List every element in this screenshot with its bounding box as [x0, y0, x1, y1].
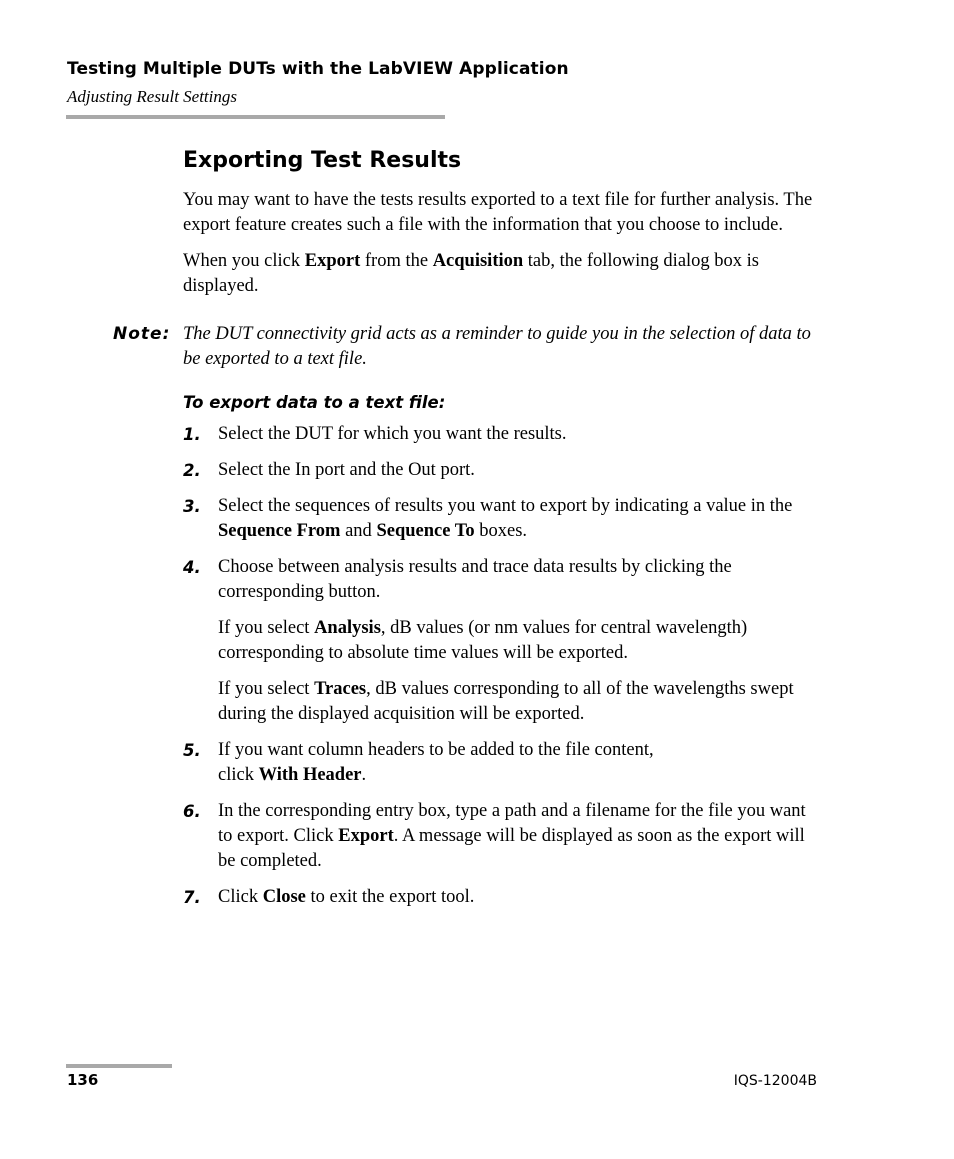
step-text: Choose between analysis results and trace data results by clicking the corresponding button.: [218, 557, 732, 602]
step-5: [183, 738, 823, 788]
step-text: Select the DUT for which you want the results.: [218, 424, 567, 444]
text-run: Select the sequences of results you want to export by indicating a value in the: [218, 496, 793, 516]
note-block: [113, 322, 823, 372]
step-text: [218, 799, 823, 874]
text-run: click: [218, 765, 259, 785]
header-rule: [66, 115, 445, 119]
step-4: [183, 555, 823, 727]
acquisition-term: Acquisition: [432, 251, 524, 271]
text-run: to exit the export tool.: [305, 887, 475, 907]
text-run: from the: [360, 251, 433, 271]
text-run: When you click: [183, 251, 305, 271]
intro-paragraph: You may want to have the tests results exported to a text file for further analysis. The export feature creates such a file with the information that you choose to include.: [183, 190, 813, 235]
step-6: [183, 799, 823, 874]
text-run: , dB values (or nm values for central wavelength) corresponding to absolute time values will be exported.: [218, 618, 748, 663]
step-3: [183, 494, 823, 544]
traces-term: Traces: [314, 679, 367, 699]
step-number: 1.: [183, 425, 201, 444]
sequence-to-term: Sequence To: [376, 521, 475, 541]
step-number: 5.: [183, 741, 201, 760]
export-term: Export: [338, 826, 394, 846]
text-run: If you select: [218, 618, 315, 638]
step-text: Select the In port and the Out port.: [218, 460, 475, 480]
step-number: 7.: [183, 888, 201, 907]
with-header-term: With Header: [258, 765, 362, 785]
close-term: Close: [262, 887, 306, 907]
document-code: IQS-12004B: [733, 1073, 817, 1089]
footer-rule: [66, 1064, 172, 1068]
main-content: [113, 146, 823, 921]
step-1: [183, 422, 823, 447]
step-2: [183, 458, 823, 483]
export-dialog-paragraph: [183, 249, 823, 299]
text-run: If you want column headers to be added to the file content,: [218, 740, 654, 760]
text-run: , dB values corresponding to all of the wavelengths swept during the displayed acquisition will be exported.: [218, 679, 794, 724]
traces-paragraph: [218, 677, 823, 727]
step-number: 2.: [183, 461, 201, 480]
step-number: 4.: [183, 558, 201, 577]
chapter-title: Testing Multiple DUTs with the LabVIEW Application: [67, 59, 569, 79]
step-number: 6.: [183, 802, 201, 821]
section-subtitle: Adjusting Result Settings: [67, 87, 237, 106]
text-run: tab, the following dialog box is displayed.: [183, 251, 760, 296]
analysis-paragraph: [218, 616, 823, 666]
running-header: [67, 58, 847, 108]
page-number: 136: [67, 1071, 99, 1089]
text-run: boxes.: [474, 521, 528, 541]
text-run: .: [361, 765, 367, 785]
text-run: Click: [218, 887, 263, 907]
note-text: The DUT connectivity grid acts as a reminder to guide you in the selection of data to be exported to a text file.: [183, 324, 811, 369]
step-text: [218, 885, 823, 910]
procedure-title: To export data to a text file:: [183, 393, 446, 412]
step-text: [218, 494, 823, 544]
text-run: If you select: [218, 679, 315, 699]
analysis-term: Analysis: [314, 618, 381, 638]
text-run: and: [340, 521, 377, 541]
text-run: . A message will be displayed as soon as the export will be completed.: [218, 826, 805, 871]
step-7: [183, 885, 823, 910]
step-number: 3.: [183, 497, 201, 516]
note-label: Note:: [113, 324, 171, 344]
export-term: Export: [304, 251, 361, 271]
text-run: In the corresponding entry box, type a path and a filename for the file you want to export. Click: [218, 801, 806, 846]
step-text: [218, 738, 823, 788]
section-title: Exporting Test Results: [183, 148, 462, 173]
sequence-from-term: Sequence From: [218, 521, 341, 541]
